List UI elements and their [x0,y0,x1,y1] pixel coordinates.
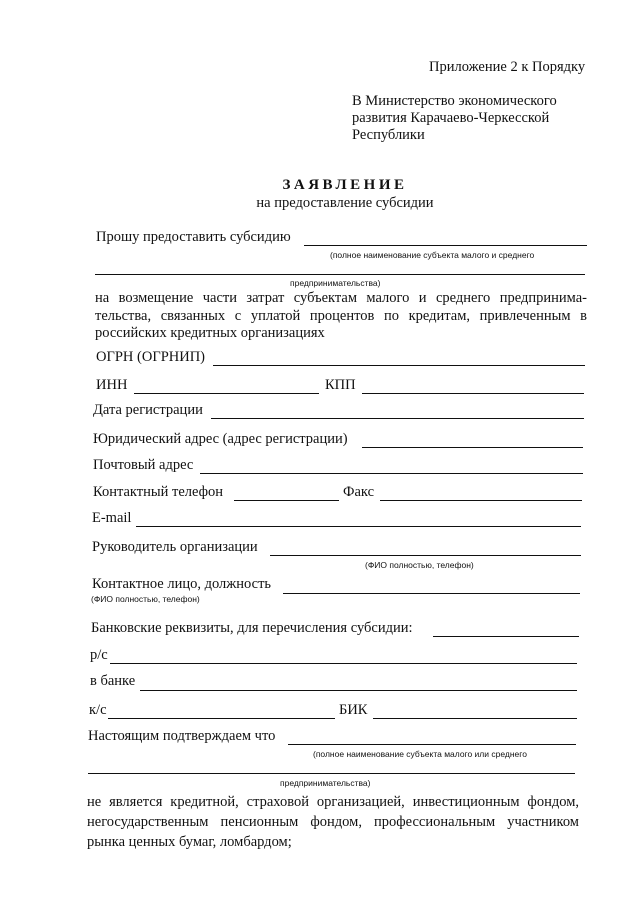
fax-line[interactable] [380,500,582,501]
applicant-name-line[interactable] [304,245,587,246]
contact-line[interactable] [283,593,580,594]
bank-line[interactable] [140,690,577,691]
ks-label: к/с [89,702,107,718]
ks-line[interactable] [108,718,335,719]
inn-label: ИНН [96,377,128,393]
inn-line[interactable] [134,393,319,394]
statement-line-2: негосударственным пенсионным фондом, профессиональным участником [87,814,579,830]
email-label: E-mail [92,510,132,526]
statement-line-3: рынка ценных бумаг, ломбардом; [87,834,292,850]
ogrn-line[interactable] [213,365,585,366]
ogrn-label: ОГРН (ОГРНИП) [96,349,206,365]
document-subtitle: на предоставление субсидии [256,195,434,211]
statement-paragraph [87,792,579,852]
phone-line[interactable] [234,500,339,501]
bik-line[interactable] [373,718,577,719]
purpose-paragraph [95,290,587,343]
head-line[interactable] [270,555,581,556]
request-label: Прошу предоставить субсидию [96,229,291,245]
head-label: Руководитель организации [92,539,258,555]
confirm-hint: (полное наименование субъекта малого или среднего [313,749,527,759]
statement-line-1: не является кредитной, страховой организацией, инвестиционным фондом, [87,794,579,810]
confirm-label: Настоящим подтверждаем что [88,728,276,744]
addressee-line-1: В Министерство экономического [352,93,557,109]
rs-line[interactable] [110,663,577,664]
postal-address-label: Почтовый адрес [93,457,194,473]
fax-label: Факс [343,484,375,500]
email-line[interactable] [136,526,581,527]
contact-label: Контактное лицо, должность [92,576,272,592]
confirm-name-line-2[interactable] [88,773,575,774]
head-hint: (ФИО полностью, телефон) [365,560,474,570]
applicant-name-hint-2: предпринимательства) [290,278,381,288]
applicant-name-line-2[interactable] [95,274,585,275]
legal-address-label: Юридический адрес (адрес регистрации) [93,431,348,447]
reg-date-line[interactable] [211,418,584,419]
purpose-line-1: на возмещение части затрат субъектам малого и среднего предпринима- [95,290,587,306]
rs-label: р/с [90,647,108,663]
bank-details-label: Банковские реквизиты, для перечисления субсидии: [91,620,413,636]
bank-details-line[interactable] [433,636,579,637]
bank-label: в банке [90,673,136,689]
confirm-name-line[interactable] [288,744,576,745]
confirm-hint-2: предпринимательства) [280,778,371,788]
postal-address-line[interactable] [200,473,583,474]
appendix-note: Приложение 2 к Порядку [429,59,586,75]
bik-label: БИК [339,702,368,718]
addressee-line-2: развития Карачаево-Черкесской [352,110,550,126]
purpose-line-2: тельства, связанных с уплатой процентов по кредитам, привлеченным в [95,307,587,324]
addressee-line-3: Республики [352,127,425,143]
kpp-label: КПП [325,377,356,393]
legal-address-line[interactable] [362,447,583,448]
document-title: ЗАЯВЛЕНИЕ [282,177,408,193]
purpose-line-3: российских кредитных организациях [95,325,325,341]
applicant-name-hint: (полное наименование субъекта малого и среднего [330,250,535,260]
contact-hint: (ФИО полностью, телефон) [91,594,200,604]
reg-date-label: Дата регистрации [93,402,203,418]
kpp-line[interactable] [362,393,584,394]
phone-label: Контактный телефон [93,484,224,500]
